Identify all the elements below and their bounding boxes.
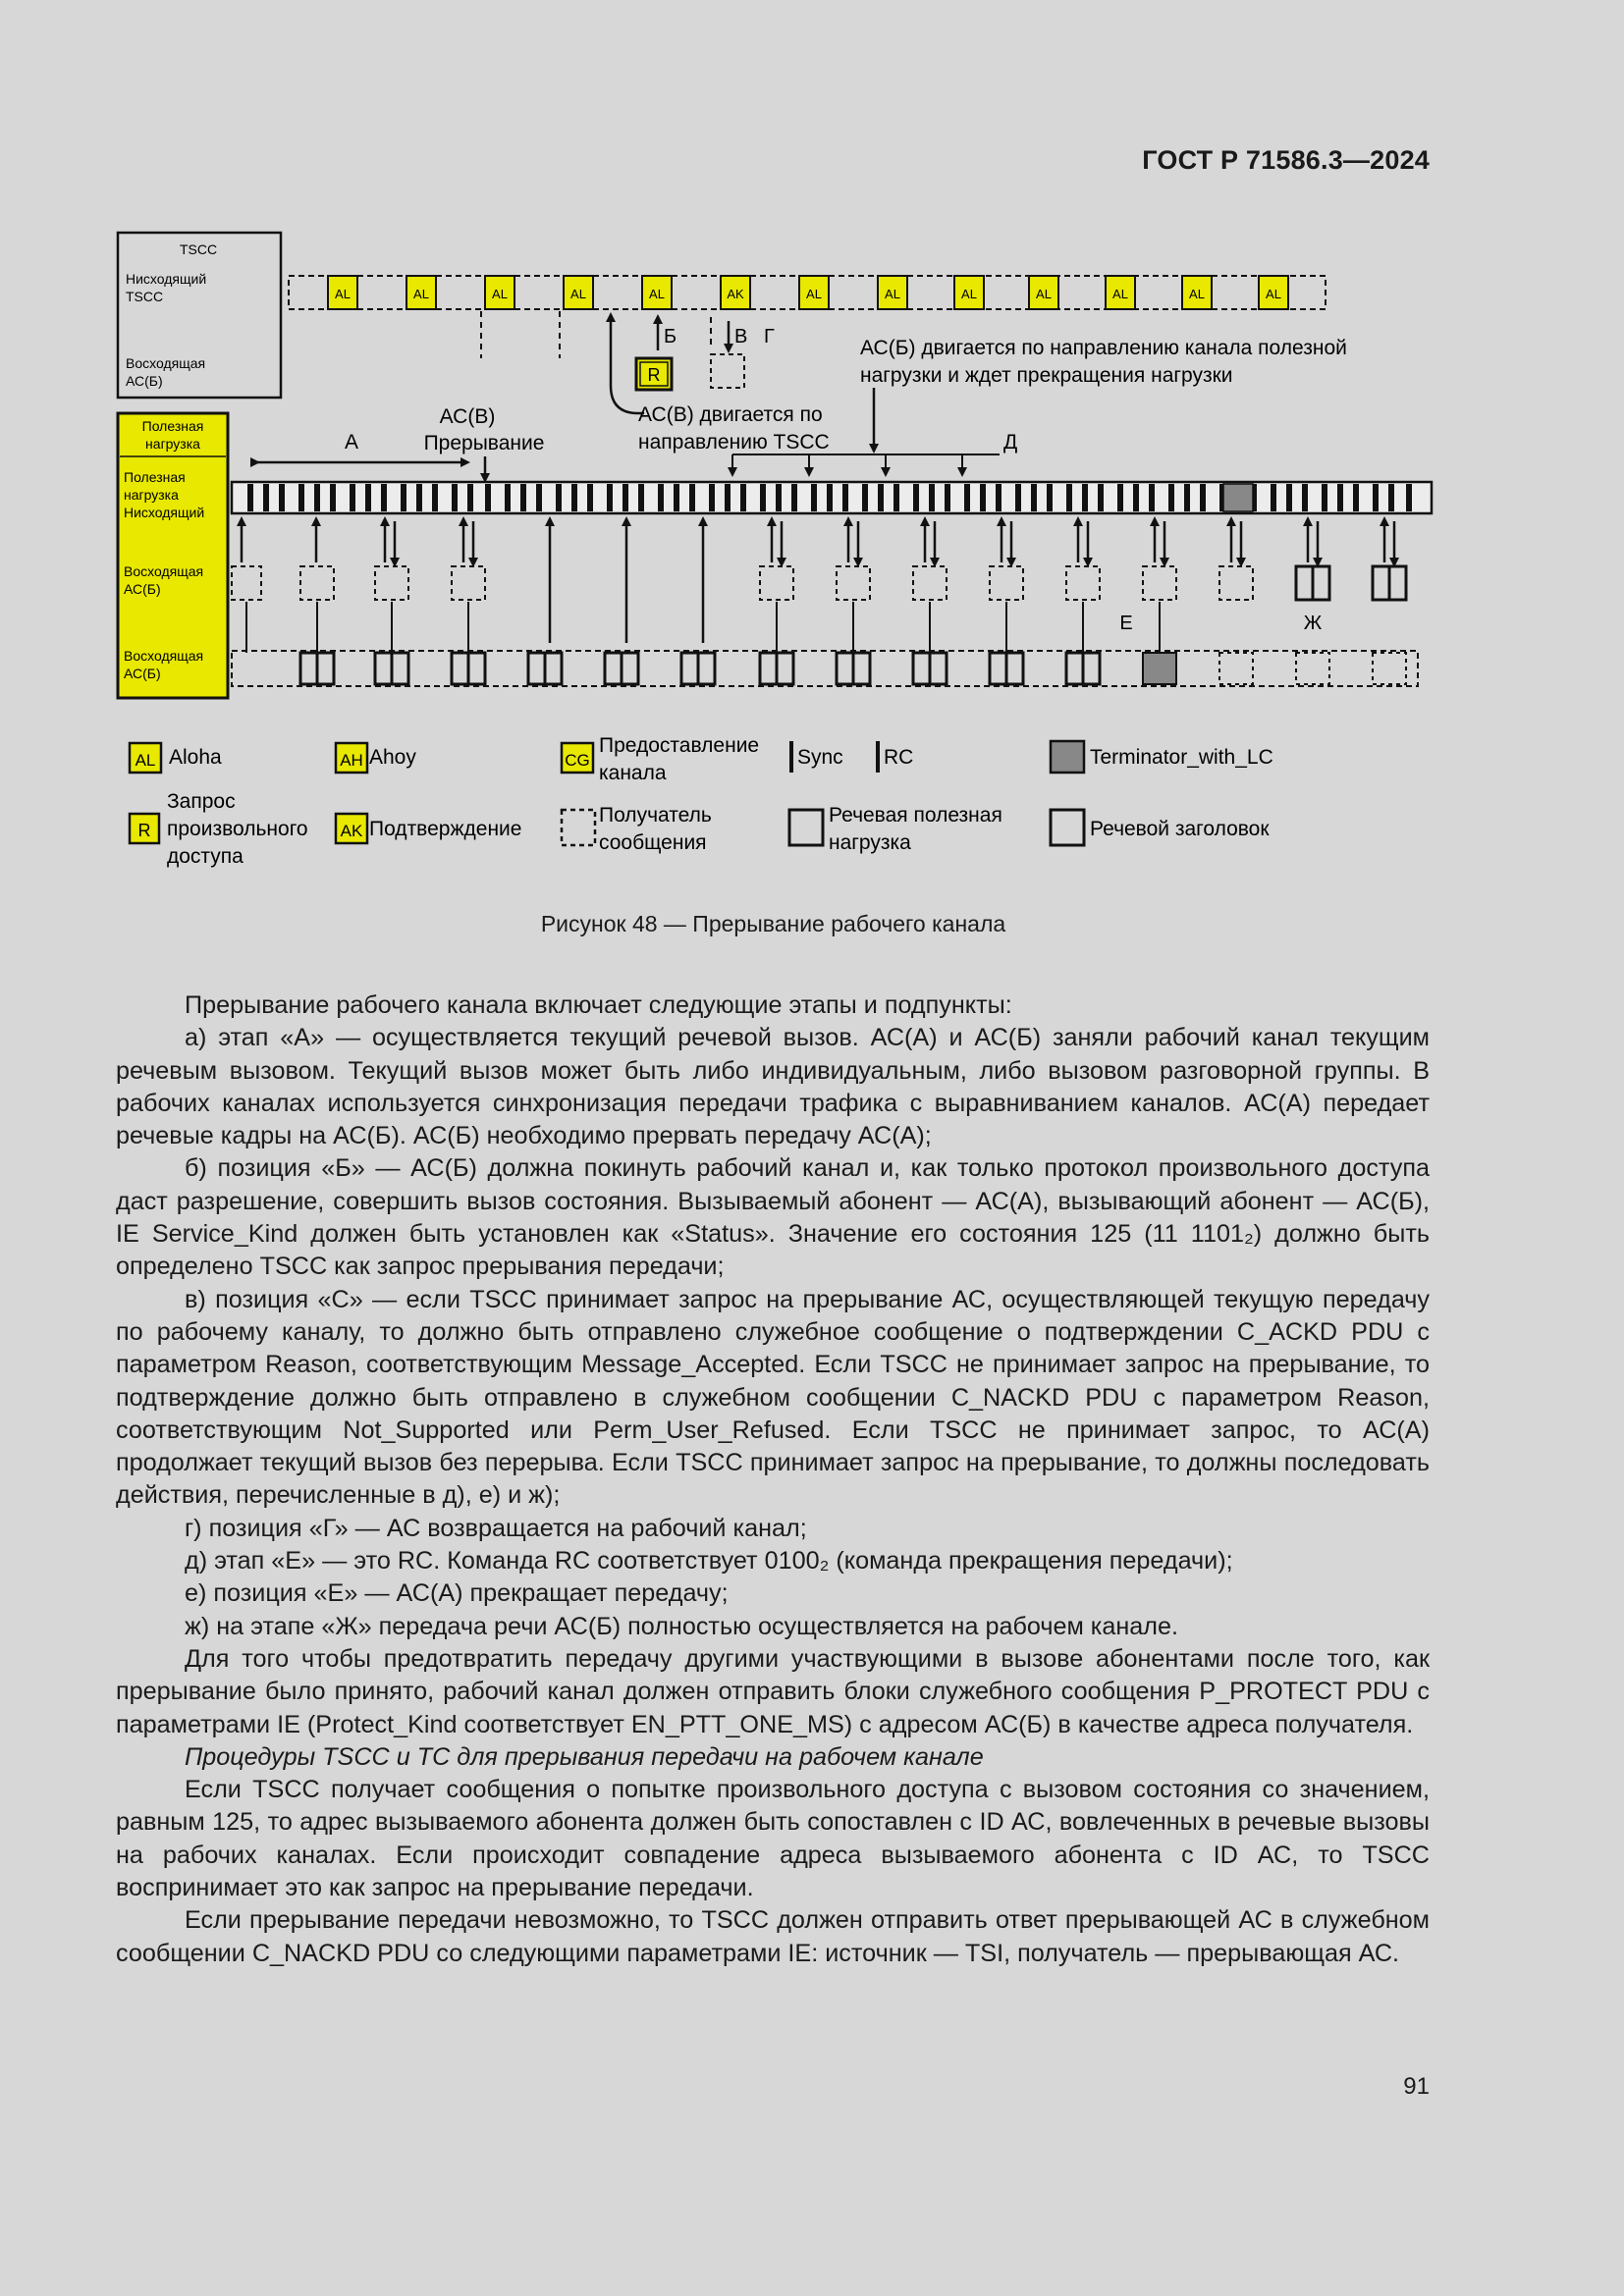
tscc-slot [642,276,672,309]
svg-text:нагрузки и ждет прекращения на: нагрузки и ждет прекращения нагрузки [860,364,1233,387]
paragraph: ж) на этапе «Ж» передача речи АС(Б) полностью осуществляется на рабочем канале. [185,1612,1178,1640]
standard-number: ГОСТ Р 71586.3—2024 [1142,145,1430,175]
svg-text:Ж: Ж [1303,613,1323,634]
svg-text:В: В [734,326,748,347]
random-access-request [636,358,672,390]
paragraph: г) позиция «Г» — АС возвращается на рабочий канал; [185,1514,807,1542]
svg-text:Речевая полезная: Речевая полезная [829,804,1002,827]
svg-text:CG: CG [565,751,590,770]
svg-text:AL: AL [335,287,351,301]
tscc-slot [1106,276,1135,309]
paragraph: Прерывание рабочего канала включает следующие этапы и подпункты: [185,991,1012,1019]
svg-text:сообщения: сообщения [599,831,707,854]
svg-text:AK: AK [340,822,363,840]
svg-text:АС(Б): АС(Б) [126,373,163,389]
svg-text:А: А [344,431,359,454]
tscc-label-box [118,233,281,398]
figure-48 [108,221,1443,888]
svg-text:Речевой заголовок: Речевой заголовок [1090,818,1270,840]
payload-downlink-strip [232,482,1432,513]
paragraph: Если прерывание передачи невозможно, то TSCC должен отправить ответ прерывающей АС в служебном сообщении C_NACKD PDU со следующими параметрами IE: источник — TSI, получатель — прерывающая АС. [116,1906,1430,1967]
svg-text:АС(Б) двигается по направлению: АС(Б) двигается по направлению канала полезной [860,337,1347,359]
tscc-slot [406,276,436,309]
svg-text:AL: AL [570,287,586,301]
svg-text:нагрузка: нагрузка [829,831,911,854]
svg-text:AL: AL [492,287,508,301]
tscc-slot [799,276,829,309]
svg-text:нагрузка: нагрузка [124,487,179,503]
svg-text:AL: AL [885,287,900,301]
section-heading: Процедуры TSCC и TC для прерывания передачи на рабочем канале [185,1742,984,1771]
tscc-downlink-strip [289,276,1326,309]
legend-recipient [562,804,712,854]
tscc-slot [721,276,750,309]
svg-text:AK: AK [727,287,744,301]
payload-label-box [118,413,228,698]
svg-text:нагрузка: нагрузка [145,436,200,452]
svg-text:AL: AL [1036,287,1052,301]
svg-text:произвольного: произвольного [167,818,308,840]
svg-text:R: R [137,821,151,840]
svg-text:TSCC: TSCC [179,241,218,257]
tscc-slot [564,276,593,309]
svg-text:AL: AL [806,287,822,301]
paragraph: д) этап «Е» — это RC. Команда RC соответствует 0100₂ (команда прекращения передачи); [185,1547,1233,1575]
tscc-slot [954,276,984,309]
svg-text:AL: AL [1112,287,1128,301]
svg-text:RC: RC [884,746,914,769]
legend [130,734,1273,868]
svg-text:Terminator_with_LC: Terminator_with_LC [1090,746,1273,769]
legend-voice-header [1051,810,1270,845]
svg-text:направлению TSCC: направлению TSCC [638,431,830,454]
svg-text:AL: AL [413,287,429,301]
svg-text:Б: Б [664,326,677,347]
tscc-slot [485,276,514,309]
svg-text:AL: AL [1189,287,1205,301]
svg-text:AL: AL [1266,287,1281,301]
svg-text:TSCC: TSCC [126,289,164,304]
svg-text:Нисходящий: Нисходящий [124,505,205,520]
svg-text:R: R [647,365,661,385]
tscc-slot [1029,276,1058,309]
paragraph: в) позиция «С» — если TSCC принимает запрос на прерывание АС, осуществляющей текущую передачу по рабочему каналу, то должно быть отправлено служебное сообщение о подтверждении C_ACKD PDU с параметром Reason, соответствующим Message_Accepted. Если TSCC не принимает запрос на прерывание, то подтверждение должно быть отправлено в служебном сообщении C_NACKD PDU с параметром Reason, соответствующим Not_Supported или Perm_User_Refused. Если TSCC не принимает запрос, то АС(А) продолжает текущий вызов без перерыва. Если TSCC принимает запрос на прерывание, то должны последовать действия, перечисленные в д), е) и ж); [116,1285,1430,1510]
svg-text:доступа: доступа [167,845,244,868]
tscc-slot [328,276,357,309]
svg-text:AL: AL [649,287,665,301]
svg-text:АС(Б): АС(Б) [124,581,161,597]
svg-text:Восходящая: Восходящая [126,355,206,371]
svg-text:Г: Г [764,326,775,347]
svg-text:Восходящая: Восходящая [124,648,204,664]
svg-text:AL: AL [135,751,156,770]
legend-sync [789,741,843,773]
paragraph: а) этап «А» — осуществляется текущий речевой вызов. АС(А) и АС(Б) заняли рабочий канал текущим речевым вызовом. Текущий вызов может быть либо индивидуальным, либо вызовом разговорной группы. В рабочих каналах используется синхронизация передачи трафика с выравниванием каналов. АС(А) передает речевые кадры на АС(Б). АС(Б) необходимо прервать передачу АС(А); [116,1024,1430,1150]
tscc-slot [1182,276,1212,309]
svg-text:AH: AH [340,751,363,770]
svg-text:Д: Д [1003,431,1018,454]
paragraph: Если TSCC получает сообщения о попытке произвольного доступа с вызовом состояния со значением, равным 125, то адрес вызываемого абонента должен быть сопоставлен с ID АС, вовлеченных в речевые вызовы на рабочих каналах. Если происходит совпадение адреса вызываемого абонента с ID АС, то TSCC воспринимает это как запрос на прерывание передачи. [116,1776,1430,1902]
svg-text:Предоставление: Предоставление [599,734,760,757]
svg-text:Aloha: Aloha [169,746,222,769]
svg-text:AL: AL [961,287,977,301]
tscc-slot [878,276,907,309]
legend-aloha [130,743,222,773]
svg-text:Нисходящий: Нисходящий [126,271,207,287]
svg-text:Полезная: Полезная [124,469,186,485]
uplink-strip [232,651,1418,686]
paragraph: б) позиция «Б» — АС(Б) должна покинуть рабочий канал и, как только протокол произвольного доступа даст разрешение, совершить вызов состояния. Вызываемый абонент — АС(А), вызывающий абонент — АС(Б), IE Service_Kind должен быть установлен как «Status». Значение его состояния 125 (11 1101₂) должно быть определено TSCC как запрос прерывания передачи; [116,1154,1430,1281]
legend-rc [876,741,913,773]
svg-text:Получатель: Получатель [599,804,712,827]
legend-channel-grant [562,734,759,784]
svg-text:Запрос: Запрос [167,790,236,813]
svg-text:канала: канала [599,762,667,784]
figure-caption: Рисунок 48 — Прерывание рабочего канала [540,911,1006,936]
svg-text:АС(Б): АС(Б) [124,666,161,681]
legend-ahoy [336,743,416,773]
interruption-diagram [108,221,1443,888]
legend-voice-payload [789,804,1002,854]
svg-text:Прерывание: Прерывание [423,432,545,454]
legend-random-access [130,790,308,868]
svg-text:Е: Е [1119,613,1133,634]
legend-terminator [1051,741,1273,773]
svg-text:Полезная: Полезная [141,418,204,434]
paragraph: е) позиция «Е» — АС(А) прекращает передачу; [185,1579,729,1608]
svg-text:АС(В) двигается по: АС(В) двигается по [638,403,823,426]
paragraph: Для того чтобы предотвратить передачу другими участвующими в вызове абонентами после того, как прерывание было принято, рабочий канал должен отправить блоки служебного сообщения P_PROTECT PDU с параметрами IE (Protect_Kind соответствует EN_PTT_ONE_MS) с адресом АС(Б) в качестве адреса получателя. [116,1644,1430,1738]
svg-text:АС(В): АС(В) [439,405,496,428]
svg-text:Ahoy: Ahoy [369,746,416,769]
body-text [116,989,1430,1970]
tscc-slot [1259,276,1288,309]
svg-text:Восходящая: Восходящая [124,563,204,579]
svg-text:Sync: Sync [797,746,843,769]
svg-text:Подтверждение: Подтверждение [369,818,522,840]
legend-acknowledgement [336,814,521,843]
page-number: 91 [1403,2073,1430,2100]
